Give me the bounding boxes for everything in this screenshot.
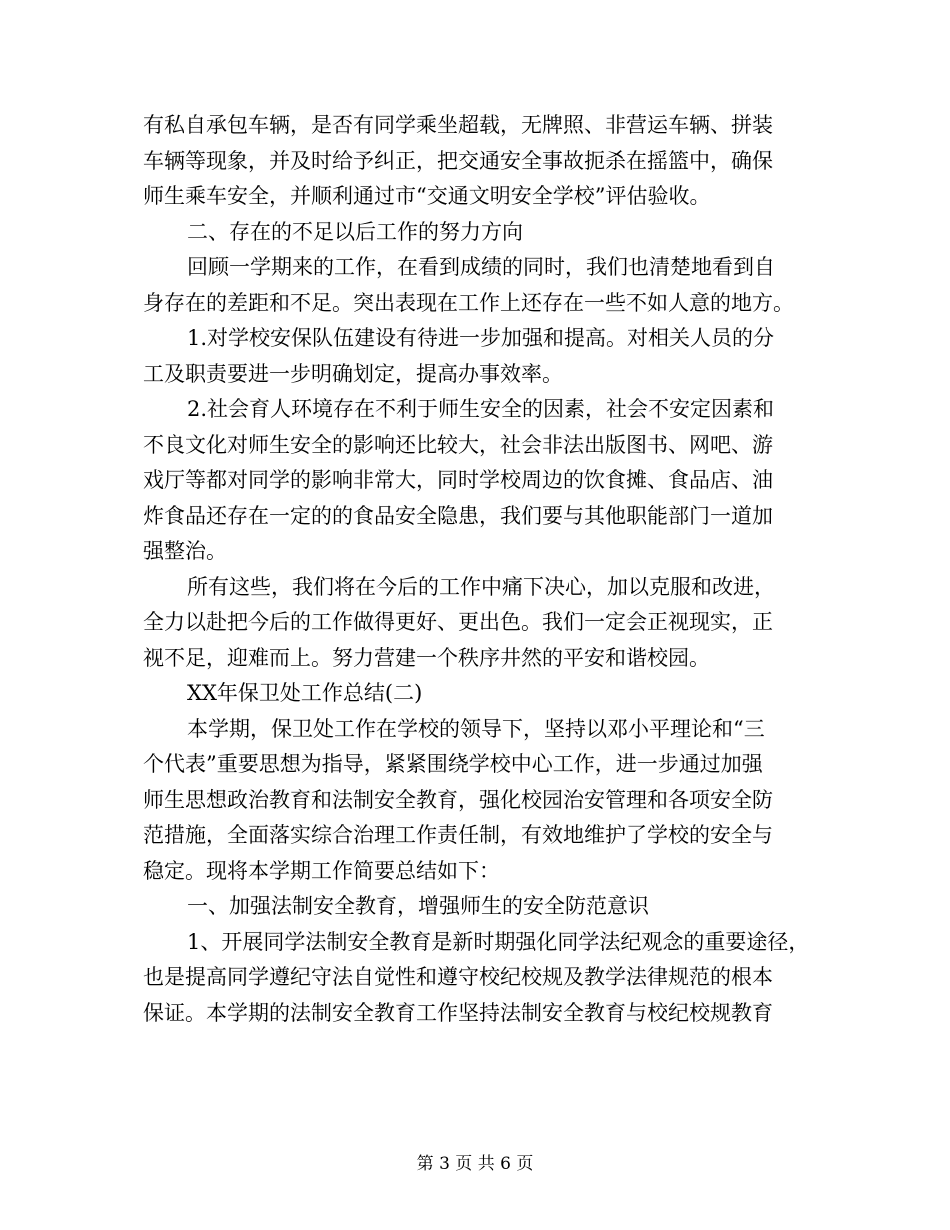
text-line: XX年保卫处工作总结(二) bbox=[187, 681, 423, 705]
text-line: 戏厅等都对同学的影响非常大，同时学校周边的饮食摊、食品店、油 bbox=[143, 468, 773, 492]
text-line: 车辆等现象，并及时给予纠正，把交通安全事故扼杀在摇篮中，确保 bbox=[143, 148, 773, 173]
text-line: 回顾一学期来的工作，在看到成绩的同时，我们也清楚地看到自 bbox=[187, 255, 775, 279]
text-line: 保证。本学期的法制安全教育工作坚持法制安全教育与校纪校规教育 bbox=[143, 1000, 773, 1025]
paragraph bbox=[143, 889, 823, 925]
page-number-footer: 第 3 页 共 6 页 bbox=[416, 1154, 534, 1174]
paragraph bbox=[143, 570, 823, 677]
paragraph bbox=[143, 215, 823, 251]
text-line: 1、开展同学法制安全教育是新时期强化同学法纪观念的重要途径， bbox=[187, 929, 810, 954]
text-line: 范措施，全面落实综合治理工作责任制，有效地维护了学校的安全与 bbox=[143, 823, 773, 847]
text-line: 个代表”重要思想为指导，紧紧围绕学校中心工作，进一步通过加强 bbox=[143, 752, 763, 776]
text-line: 炸食品还存在一定的的食品安全隐患，我们要与其他职能部门一道加 bbox=[143, 503, 773, 528]
text-line: 二、存在的不足以后工作的努力方向 bbox=[187, 219, 523, 244]
text-line: 师生思想政治教育和法制安全教育，强化校园治安管理和各项安全防 bbox=[143, 787, 773, 812]
text-line: 也是提高同学遵纪守法自觉性和遵守校纪校规及教学法律规范的根本 bbox=[143, 965, 773, 989]
paragraph bbox=[143, 250, 823, 321]
paragraph bbox=[143, 676, 823, 712]
text-line: 强整治。 bbox=[143, 539, 227, 563]
text-line: 身存在的差距和不足。突出表现在工作上还存在一些不如人意的地方。 bbox=[143, 290, 794, 315]
text-line: 视不足，迎难而上。努力营建一个秩序井然的平安和谐校园。 bbox=[143, 645, 710, 670]
paragraph bbox=[143, 108, 823, 215]
text-line: 所有这些，我们将在今后的工作中痛下决心，加以克服和改进， bbox=[187, 574, 775, 599]
text-line: 不良文化对师生安全的影响还比较大，社会非法出版图书、网吧、游 bbox=[143, 432, 773, 457]
paragraph bbox=[143, 321, 823, 392]
text-line: 2.社会育人环境存在不利于师生安全的因素，社会不安定因素和 bbox=[187, 397, 775, 421]
text-line: 稳定。现将本学期工作简要总结如下： bbox=[143, 858, 500, 883]
text-line: 1.对学校安保队伍建设有待进一步加强和提高。对相关人员的分 bbox=[187, 326, 775, 350]
text-line: 师生乘车安全，并顺利通过市“交通文明安全学校”评估验收。 bbox=[143, 184, 711, 208]
text-line: 工及职责要进一步明确划定，提高办事效率。 bbox=[143, 361, 563, 386]
text-line: 全力以赴把今后的工作做得更好、更出色。我们一定会正视现实，正 bbox=[143, 610, 773, 634]
text-line: 本学期，保卫处工作在学校的领导下，坚持以邓小平理论和“三 bbox=[187, 716, 765, 741]
text-line: 有私自承包车辆，是否有同学乘坐超载，无牌照、非营运车辆、拼装 bbox=[143, 113, 773, 137]
text-line: 一、加强法制安全教育，增强师生的安全防范意识 bbox=[187, 894, 649, 918]
paragraph bbox=[143, 925, 823, 1032]
paragraph bbox=[143, 392, 823, 570]
paragraph bbox=[143, 712, 823, 890]
document-body bbox=[143, 108, 823, 1031]
